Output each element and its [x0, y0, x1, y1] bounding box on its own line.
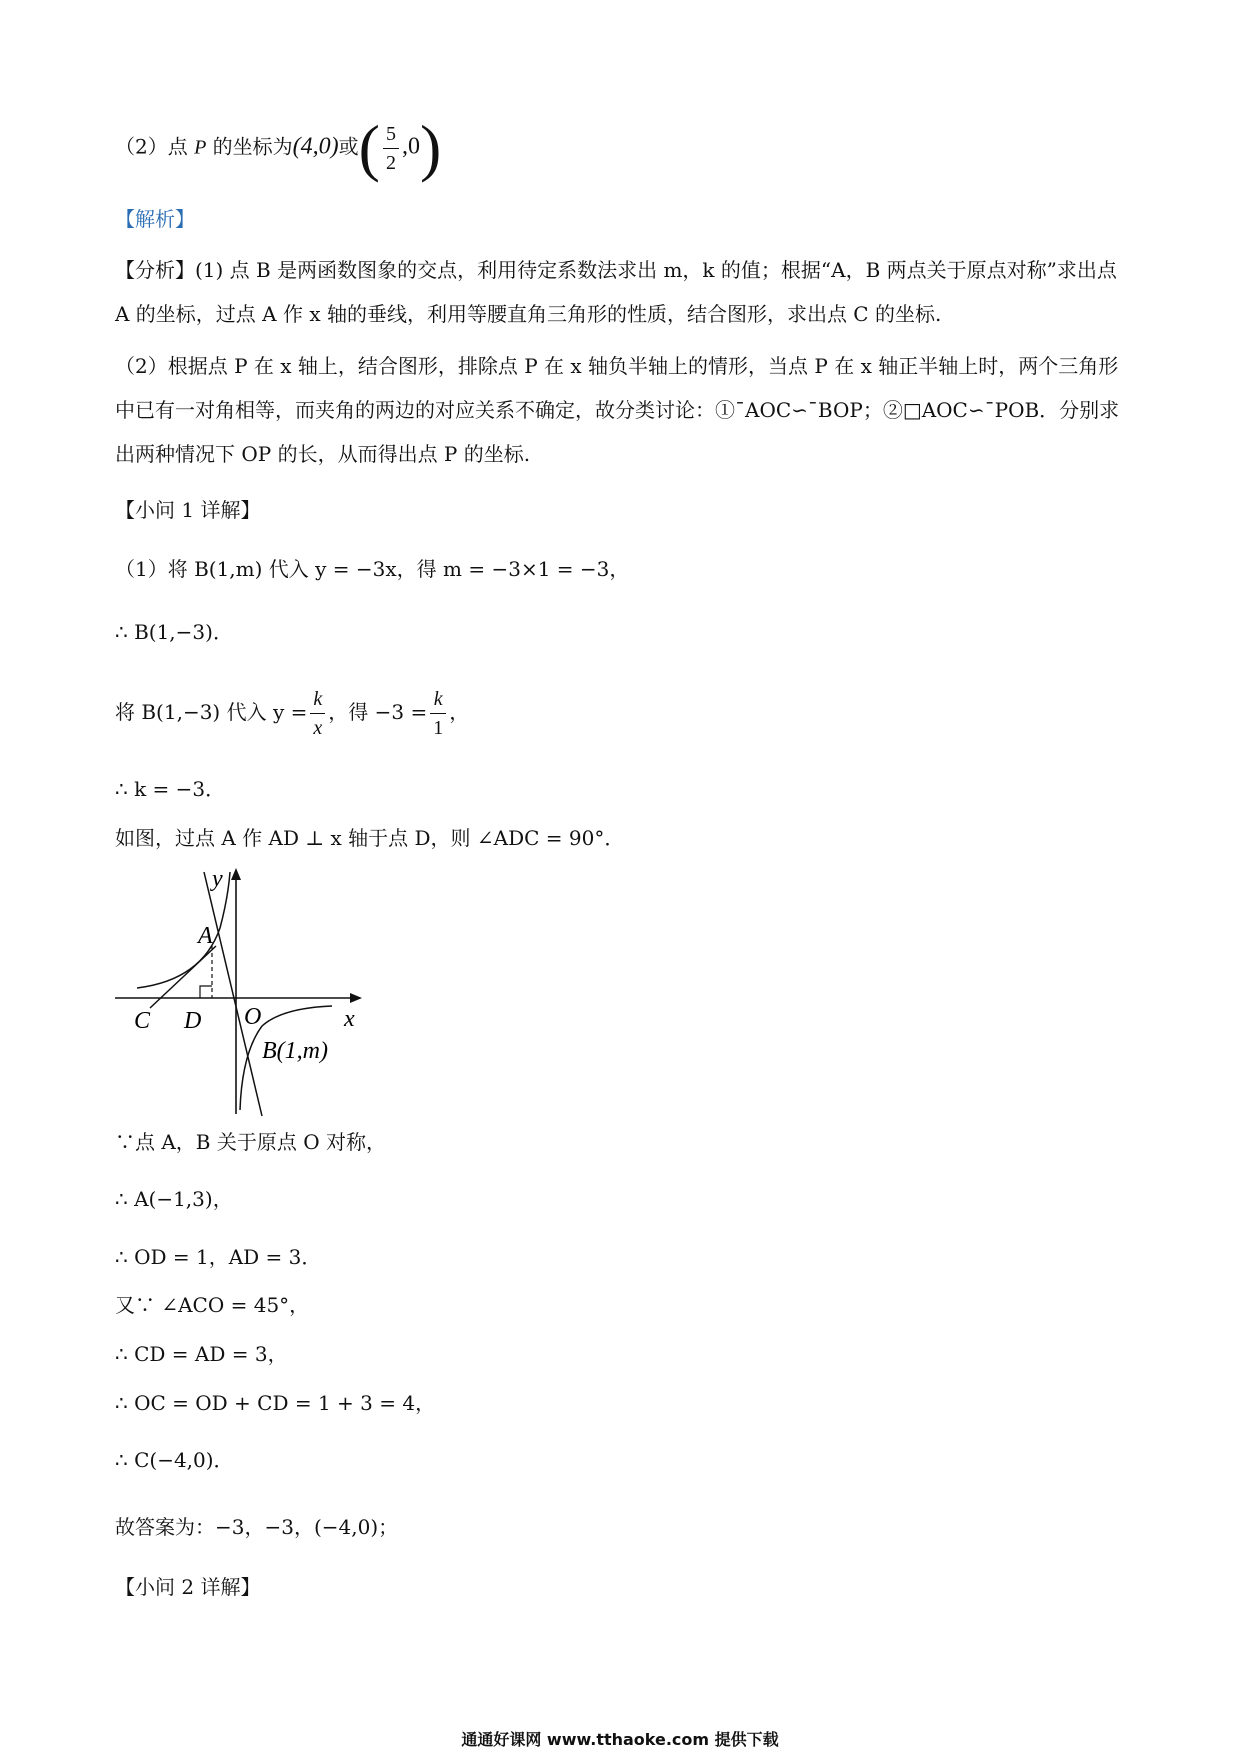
step-11: ∴ OC = OD + CD = 1 + 3 = 4，	[115, 1391, 436, 1415]
subquestion-2-heading: 【小问 2 详解】	[115, 1575, 261, 1599]
step-3-mid: ，得 −3 =	[328, 700, 428, 724]
point-p-label: P	[194, 136, 207, 159]
label-o: O	[244, 1004, 262, 1030]
fraction-k-over-1	[430, 685, 446, 742]
step-3-end: ，	[449, 700, 470, 724]
step-8: ∴ OD = 1，AD = 3．	[115, 1245, 322, 1269]
step-2: ∴ B(1,−3)．	[115, 620, 233, 644]
page-footer: 通通好课网 www.tthaoke.com 提供下载	[461, 1730, 779, 1749]
step-13: 故答案为：−3，−3，(−4,0)；	[115, 1515, 399, 1539]
answer-mid: 的坐标为	[206, 134, 293, 159]
right-paren: )	[419, 112, 442, 183]
analysis-paragraph-1: 【分析】(1) 点 B 是两函数图象的交点，利用待定系数法求出 m，k 的值；根据“A，B 两点关于原点对称”求出点 A 的坐标，过点 A 作 x 轴的垂线，利用等腰直角三角形的性质，结合图形，求出点 C 的坐标.	[115, 258, 1117, 326]
step-1: （1）将 B(1,m) 代入 y = −3x，得 m = −3×1 = −3，	[115, 557, 630, 581]
fraction-k-over-1-den: 1	[433, 717, 444, 739]
label-a: A	[198, 923, 213, 949]
fraction-numerator: 5	[383, 120, 399, 149]
subquestion-1-heading: 【小问 1 详解】	[115, 498, 261, 522]
coordinate-figure	[112, 858, 372, 1118]
fraction-k-over-1-num: k	[430, 685, 446, 714]
line-y-neg3x	[204, 872, 262, 1116]
y-axis-arrow	[231, 868, 241, 880]
step-3-prefix: 将 B(1,−3) 代入 y =	[115, 700, 308, 724]
label-c: C	[134, 1008, 151, 1034]
step-3	[115, 685, 469, 742]
step-10: ∴ CD = AD = 3，	[115, 1342, 288, 1366]
label-y: y	[212, 866, 223, 892]
fraction-denominator: 2	[385, 151, 396, 174]
step-6: ∵点 A，B 关于原点 O 对称，	[115, 1130, 386, 1154]
fraction-k-over-x	[310, 685, 325, 742]
step-7: ∴ A(−1,3)，	[115, 1187, 233, 1211]
fraction-k-over-x-num: k	[310, 685, 325, 714]
answer-fraction	[383, 120, 399, 177]
step-9: 又∵ ∠ACO = 45°，	[115, 1293, 310, 1317]
jiexi-heading: 【解析】	[115, 207, 195, 231]
answer-prefix: （2）点	[115, 134, 195, 159]
step-12: ∴ C(−4,0)．	[115, 1448, 234, 1472]
label-b: B(1,m)	[262, 1038, 328, 1064]
label-x: x	[344, 1006, 355, 1032]
answer-point2-tail: ,0	[401, 133, 420, 160]
analysis-paragraph-2: （2）根据点 P 在 x 轴上，结合图形，排除点 P 在 x 轴负半轴上的情形，当点 P 在 x 轴正半轴上时，两个三角形中已有一对角相等，而夹角的两边的对应关系不确定，故分类讨论：①¯AOC∽¯BOP；②□AOC∽¯POB．分别求出两种情况下 OP 的长，从而得出点 P 的坐标.	[115, 354, 1120, 466]
answer-part2	[115, 112, 442, 183]
right-angle-mark	[200, 986, 212, 998]
step-5: 如图，过点 A 作 AD ⊥ x 轴于点 D，则 ∠ADC = 90°．	[115, 826, 625, 850]
answer-or: 或	[338, 134, 359, 159]
answer-point1: (4,0)	[292, 133, 339, 160]
fraction-k-over-x-den: x	[313, 717, 323, 739]
step-4: ∴ k = −3．	[115, 777, 226, 801]
label-d: D	[184, 1008, 202, 1034]
left-paren: (	[358, 112, 380, 183]
x-axis-arrow	[350, 993, 362, 1003]
